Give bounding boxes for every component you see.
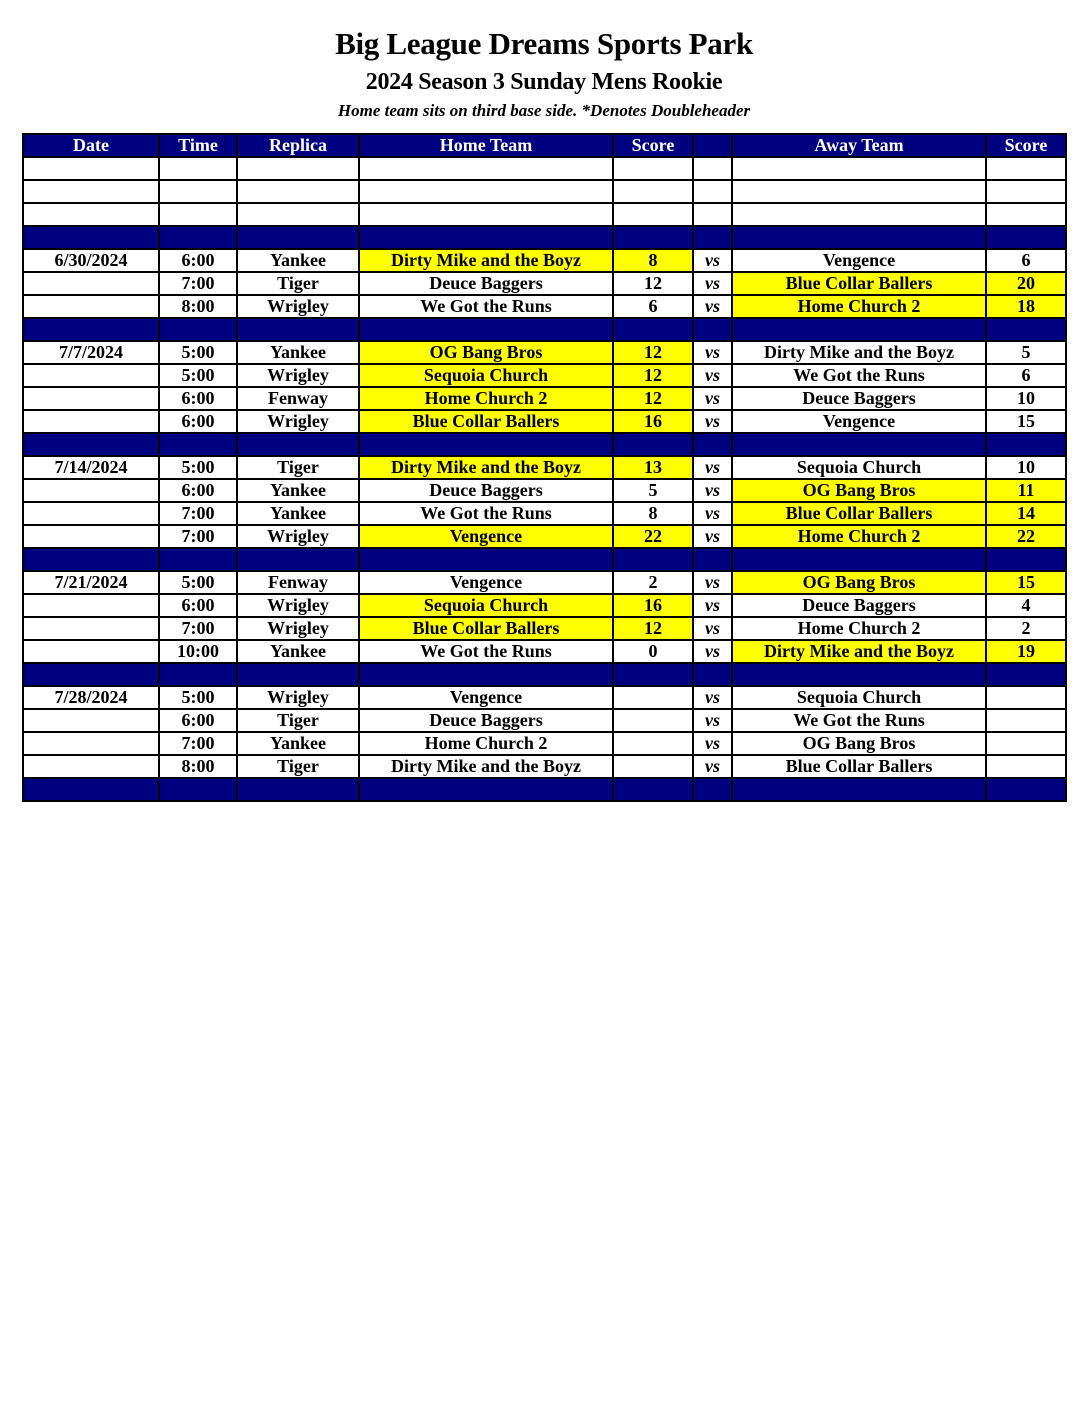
separator-cell bbox=[732, 663, 986, 686]
separator-cell bbox=[732, 226, 986, 249]
date-cell bbox=[23, 479, 159, 502]
home-team-cell: Home Church 2 bbox=[359, 732, 613, 755]
separator-cell bbox=[359, 548, 613, 571]
home-score-cell: 12 bbox=[613, 341, 693, 364]
game-row bbox=[23, 364, 1066, 387]
page-title: Big League Dreams Sports Park bbox=[335, 26, 753, 61]
date-cell: 6/30/2024 bbox=[23, 249, 159, 272]
separator-row bbox=[23, 663, 1066, 686]
vs-cell: vs bbox=[693, 571, 732, 594]
home-team-cell: Blue Collar Ballers bbox=[359, 410, 613, 433]
separator-cell bbox=[159, 778, 237, 801]
separator-cell bbox=[732, 548, 986, 571]
blank-cell bbox=[237, 180, 359, 203]
away-score-cell: 15 bbox=[986, 410, 1066, 433]
away-team-cell: Blue Collar Ballers bbox=[732, 755, 986, 778]
schedule-table bbox=[22, 133, 1067, 802]
separator-cell bbox=[159, 433, 237, 456]
time-cell: 7:00 bbox=[159, 502, 237, 525]
separator-cell bbox=[732, 318, 986, 341]
separator-cell bbox=[237, 548, 359, 571]
col-header-vs bbox=[693, 134, 732, 157]
game-row bbox=[23, 249, 1066, 272]
separator-cell bbox=[693, 663, 732, 686]
table-header-row bbox=[23, 134, 1066, 157]
home-team-cell: Deuce Baggers bbox=[359, 272, 613, 295]
away-score-cell: 19 bbox=[986, 640, 1066, 663]
time-cell: 8:00 bbox=[159, 755, 237, 778]
game-row bbox=[23, 410, 1066, 433]
blank-row bbox=[23, 157, 1066, 180]
replica-cell: Tiger bbox=[237, 272, 359, 295]
home-score-cell: 13 bbox=[613, 456, 693, 479]
home-score-cell: 8 bbox=[613, 249, 693, 272]
separator-cell bbox=[237, 433, 359, 456]
away-team-cell: Blue Collar Ballers bbox=[732, 502, 986, 525]
vs-cell: vs bbox=[693, 456, 732, 479]
time-cell: 5:00 bbox=[159, 364, 237, 387]
time-cell: 6:00 bbox=[159, 594, 237, 617]
home-team-cell: Dirty Mike and the Boyz bbox=[359, 456, 613, 479]
blank-cell bbox=[613, 180, 693, 203]
replica-cell: Yankee bbox=[237, 502, 359, 525]
vs-cell: vs bbox=[693, 410, 732, 433]
home-score-cell: 12 bbox=[613, 364, 693, 387]
away-team-cell: Deuce Baggers bbox=[732, 594, 986, 617]
date-cell bbox=[23, 709, 159, 732]
blank-cell bbox=[986, 203, 1066, 226]
separator-cell bbox=[613, 318, 693, 341]
home-team-cell: Vengence bbox=[359, 525, 613, 548]
date-cell bbox=[23, 364, 159, 387]
vs-cell: vs bbox=[693, 617, 732, 640]
separator-row bbox=[23, 548, 1066, 571]
date-cell bbox=[23, 387, 159, 410]
vs-cell: vs bbox=[693, 479, 732, 502]
replica-cell: Tiger bbox=[237, 709, 359, 732]
away-score-cell: 11 bbox=[986, 479, 1066, 502]
home-team-cell: Home Church 2 bbox=[359, 387, 613, 410]
time-cell: 7:00 bbox=[159, 525, 237, 548]
blank-cell bbox=[613, 157, 693, 180]
game-row bbox=[23, 456, 1066, 479]
replica-cell: Wrigley bbox=[237, 686, 359, 709]
time-cell: 6:00 bbox=[159, 709, 237, 732]
home-score-cell bbox=[613, 732, 693, 755]
separator-cell bbox=[23, 663, 159, 686]
col-header-away-team: Away Team bbox=[732, 134, 986, 157]
blank-cell bbox=[359, 203, 613, 226]
replica-cell: Wrigley bbox=[237, 364, 359, 387]
col-header-home-team: Home Team bbox=[359, 134, 613, 157]
blank-cell bbox=[732, 203, 986, 226]
separator-cell bbox=[693, 433, 732, 456]
date-cell: 7/7/2024 bbox=[23, 341, 159, 364]
col-header-replica: Replica bbox=[237, 134, 359, 157]
separator-cell bbox=[732, 778, 986, 801]
game-row bbox=[23, 272, 1066, 295]
blank-cell bbox=[693, 180, 732, 203]
separator-cell bbox=[986, 778, 1066, 801]
vs-cell: vs bbox=[693, 640, 732, 663]
date-cell bbox=[23, 732, 159, 755]
blank-cell bbox=[23, 157, 159, 180]
blank-cell bbox=[237, 157, 359, 180]
separator-cell bbox=[23, 433, 159, 456]
time-cell: 6:00 bbox=[159, 387, 237, 410]
blank-row bbox=[23, 203, 1066, 226]
vs-cell: vs bbox=[693, 272, 732, 295]
date-cell bbox=[23, 525, 159, 548]
replica-cell: Wrigley bbox=[237, 525, 359, 548]
replica-cell: Wrigley bbox=[237, 295, 359, 318]
separator-cell bbox=[986, 226, 1066, 249]
vs-cell: vs bbox=[693, 295, 732, 318]
home-team-cell: Deuce Baggers bbox=[359, 479, 613, 502]
separator-cell bbox=[613, 226, 693, 249]
time-cell: 7:00 bbox=[159, 272, 237, 295]
home-team-cell: We Got the Runs bbox=[359, 640, 613, 663]
replica-cell: Fenway bbox=[237, 387, 359, 410]
time-cell: 7:00 bbox=[159, 732, 237, 755]
away-score-cell: 14 bbox=[986, 502, 1066, 525]
separator-cell bbox=[986, 548, 1066, 571]
date-cell bbox=[23, 617, 159, 640]
separator-cell bbox=[732, 433, 986, 456]
separator-row bbox=[23, 226, 1066, 249]
replica-cell: Tiger bbox=[237, 755, 359, 778]
blank-row bbox=[23, 180, 1066, 203]
page-note: Home team sits on third base side. *Denotes Doubleheader bbox=[337, 101, 751, 120]
home-score-cell: 12 bbox=[613, 387, 693, 410]
date-cell: 7/14/2024 bbox=[23, 456, 159, 479]
blank-cell bbox=[359, 180, 613, 203]
separator-cell bbox=[359, 778, 613, 801]
game-row bbox=[23, 571, 1066, 594]
blank-cell bbox=[23, 180, 159, 203]
vs-cell: vs bbox=[693, 732, 732, 755]
separator-cell bbox=[159, 663, 237, 686]
separator-cell bbox=[159, 548, 237, 571]
date-cell: 7/21/2024 bbox=[23, 571, 159, 594]
home-team-cell: Sequoia Church bbox=[359, 364, 613, 387]
away-team-cell: We Got the Runs bbox=[732, 709, 986, 732]
game-row bbox=[23, 686, 1066, 709]
replica-cell: Yankee bbox=[237, 341, 359, 364]
blank-cell bbox=[732, 180, 986, 203]
separator-cell bbox=[359, 318, 613, 341]
col-header-time: Time bbox=[159, 134, 237, 157]
date-cell bbox=[23, 640, 159, 663]
separator-cell bbox=[693, 548, 732, 571]
schedule-body bbox=[23, 157, 1066, 801]
separator-cell bbox=[613, 663, 693, 686]
replica-cell: Yankee bbox=[237, 249, 359, 272]
vs-cell: vs bbox=[693, 755, 732, 778]
date-cell bbox=[23, 594, 159, 617]
separator-cell bbox=[237, 226, 359, 249]
date-cell bbox=[23, 410, 159, 433]
game-row bbox=[23, 387, 1066, 410]
home-score-cell: 8 bbox=[613, 502, 693, 525]
separator-cell bbox=[23, 548, 159, 571]
time-cell: 5:00 bbox=[159, 571, 237, 594]
away-team-cell: Blue Collar Ballers bbox=[732, 272, 986, 295]
vs-cell: vs bbox=[693, 525, 732, 548]
replica-cell: Wrigley bbox=[237, 617, 359, 640]
separator-cell bbox=[237, 318, 359, 341]
home-team-cell: Deuce Baggers bbox=[359, 709, 613, 732]
home-team-cell: OG Bang Bros bbox=[359, 341, 613, 364]
home-score-cell: 5 bbox=[613, 479, 693, 502]
away-score-cell bbox=[986, 755, 1066, 778]
away-team-cell: Home Church 2 bbox=[732, 295, 986, 318]
away-team-cell: Dirty Mike and the Boyz bbox=[732, 640, 986, 663]
away-team-cell: Home Church 2 bbox=[732, 525, 986, 548]
replica-cell: Tiger bbox=[237, 456, 359, 479]
separator-cell bbox=[159, 226, 237, 249]
away-score-cell: 6 bbox=[986, 364, 1066, 387]
separator-cell bbox=[986, 433, 1066, 456]
separator-row bbox=[23, 433, 1066, 456]
separator-cell bbox=[613, 778, 693, 801]
blank-cell bbox=[693, 157, 732, 180]
replica-cell: Yankee bbox=[237, 640, 359, 663]
time-cell: 5:00 bbox=[159, 686, 237, 709]
home-score-cell: 22 bbox=[613, 525, 693, 548]
separator-cell bbox=[23, 318, 159, 341]
vs-cell: vs bbox=[693, 341, 732, 364]
home-score-cell: 12 bbox=[613, 272, 693, 295]
separator-row bbox=[23, 778, 1066, 801]
away-score-cell bbox=[986, 686, 1066, 709]
game-row bbox=[23, 525, 1066, 548]
blank-cell bbox=[986, 180, 1066, 203]
away-team-cell: Sequoia Church bbox=[732, 686, 986, 709]
separator-cell bbox=[23, 226, 159, 249]
blank-cell bbox=[23, 203, 159, 226]
home-score-cell: 16 bbox=[613, 594, 693, 617]
blank-cell bbox=[693, 203, 732, 226]
away-team-cell: OG Bang Bros bbox=[732, 571, 986, 594]
away-score-cell: 5 bbox=[986, 341, 1066, 364]
separator-cell bbox=[613, 433, 693, 456]
date-cell bbox=[23, 502, 159, 525]
away-team-cell: Vengence bbox=[732, 410, 986, 433]
blank-cell bbox=[159, 180, 237, 203]
separator-cell bbox=[23, 778, 159, 801]
home-team-cell: Dirty Mike and the Boyz bbox=[359, 249, 613, 272]
home-score-cell: 12 bbox=[613, 617, 693, 640]
time-cell: 5:00 bbox=[159, 456, 237, 479]
separator-cell bbox=[359, 433, 613, 456]
home-team-cell: Vengence bbox=[359, 571, 613, 594]
separator-cell bbox=[613, 548, 693, 571]
away-team-cell: Dirty Mike and the Boyz bbox=[732, 341, 986, 364]
replica-cell: Yankee bbox=[237, 479, 359, 502]
blank-cell bbox=[613, 203, 693, 226]
date-cell bbox=[23, 295, 159, 318]
game-row bbox=[23, 755, 1066, 778]
home-team-cell: Blue Collar Ballers bbox=[359, 617, 613, 640]
home-team-cell: Dirty Mike and the Boyz bbox=[359, 755, 613, 778]
time-cell: 6:00 bbox=[159, 410, 237, 433]
col-header-away-score: Score bbox=[986, 134, 1066, 157]
date-cell bbox=[23, 755, 159, 778]
vs-cell: vs bbox=[693, 249, 732, 272]
away-team-cell: Vengence bbox=[732, 249, 986, 272]
col-header-date: Date bbox=[23, 134, 159, 157]
home-team-cell: Sequoia Church bbox=[359, 594, 613, 617]
time-cell: 7:00 bbox=[159, 617, 237, 640]
separator-cell bbox=[986, 318, 1066, 341]
vs-cell: vs bbox=[693, 364, 732, 387]
game-row bbox=[23, 594, 1066, 617]
home-team-cell: We Got the Runs bbox=[359, 295, 613, 318]
blank-cell bbox=[359, 157, 613, 180]
game-row bbox=[23, 295, 1066, 318]
away-team-cell: OG Bang Bros bbox=[732, 479, 986, 502]
time-cell: 10:00 bbox=[159, 640, 237, 663]
game-row bbox=[23, 341, 1066, 364]
time-cell: 6:00 bbox=[159, 479, 237, 502]
away-team-cell: We Got the Runs bbox=[732, 364, 986, 387]
replica-cell: Fenway bbox=[237, 571, 359, 594]
game-row bbox=[23, 502, 1066, 525]
away-score-cell: 10 bbox=[986, 456, 1066, 479]
vs-cell: vs bbox=[693, 502, 732, 525]
game-row bbox=[23, 709, 1066, 732]
page-subtitle: 2024 Season 3 Sunday Mens Rookie bbox=[365, 69, 723, 95]
away-score-cell: 6 bbox=[986, 249, 1066, 272]
document-header bbox=[0, 24, 1088, 122]
vs-cell: vs bbox=[693, 709, 732, 732]
home-team-cell: We Got the Runs bbox=[359, 502, 613, 525]
time-cell: 8:00 bbox=[159, 295, 237, 318]
away-score-cell bbox=[986, 732, 1066, 755]
separator-cell bbox=[986, 663, 1066, 686]
separator-cell bbox=[359, 226, 613, 249]
replica-cell: Wrigley bbox=[237, 410, 359, 433]
away-score-cell: 20 bbox=[986, 272, 1066, 295]
home-score-cell: 16 bbox=[613, 410, 693, 433]
away-team-cell: Deuce Baggers bbox=[732, 387, 986, 410]
home-score-cell bbox=[613, 686, 693, 709]
vs-cell: vs bbox=[693, 387, 732, 410]
replica-cell: Wrigley bbox=[237, 594, 359, 617]
home-score-cell bbox=[613, 755, 693, 778]
blank-cell bbox=[732, 157, 986, 180]
separator-cell bbox=[237, 663, 359, 686]
separator-cell bbox=[159, 318, 237, 341]
away-team-cell: Sequoia Church bbox=[732, 456, 986, 479]
game-row bbox=[23, 479, 1066, 502]
home-score-cell: 6 bbox=[613, 295, 693, 318]
time-cell: 6:00 bbox=[159, 249, 237, 272]
home-team-cell: Vengence bbox=[359, 686, 613, 709]
away-score-cell: 22 bbox=[986, 525, 1066, 548]
game-row bbox=[23, 732, 1066, 755]
date-cell: 7/28/2024 bbox=[23, 686, 159, 709]
separator-cell bbox=[693, 318, 732, 341]
separator-cell bbox=[693, 778, 732, 801]
away-team-cell: Home Church 2 bbox=[732, 617, 986, 640]
away-score-cell bbox=[986, 709, 1066, 732]
vs-cell: vs bbox=[693, 686, 732, 709]
home-score-cell: 2 bbox=[613, 571, 693, 594]
blank-cell bbox=[159, 203, 237, 226]
separator-cell bbox=[359, 663, 613, 686]
home-score-cell bbox=[613, 709, 693, 732]
blank-cell bbox=[237, 203, 359, 226]
home-score-cell: 0 bbox=[613, 640, 693, 663]
away-score-cell: 10 bbox=[986, 387, 1066, 410]
blank-cell bbox=[986, 157, 1066, 180]
away-score-cell: 4 bbox=[986, 594, 1066, 617]
away-score-cell: 18 bbox=[986, 295, 1066, 318]
blank-cell bbox=[159, 157, 237, 180]
away-team-cell: OG Bang Bros bbox=[732, 732, 986, 755]
col-header-home-score: Score bbox=[613, 134, 693, 157]
replica-cell: Yankee bbox=[237, 732, 359, 755]
time-cell: 5:00 bbox=[159, 341, 237, 364]
game-row bbox=[23, 640, 1066, 663]
separator-cell bbox=[693, 226, 732, 249]
vs-cell: vs bbox=[693, 594, 732, 617]
away-score-cell: 15 bbox=[986, 571, 1066, 594]
separator-cell bbox=[237, 778, 359, 801]
game-row bbox=[23, 617, 1066, 640]
separator-row bbox=[23, 318, 1066, 341]
away-score-cell: 2 bbox=[986, 617, 1066, 640]
date-cell bbox=[23, 272, 159, 295]
